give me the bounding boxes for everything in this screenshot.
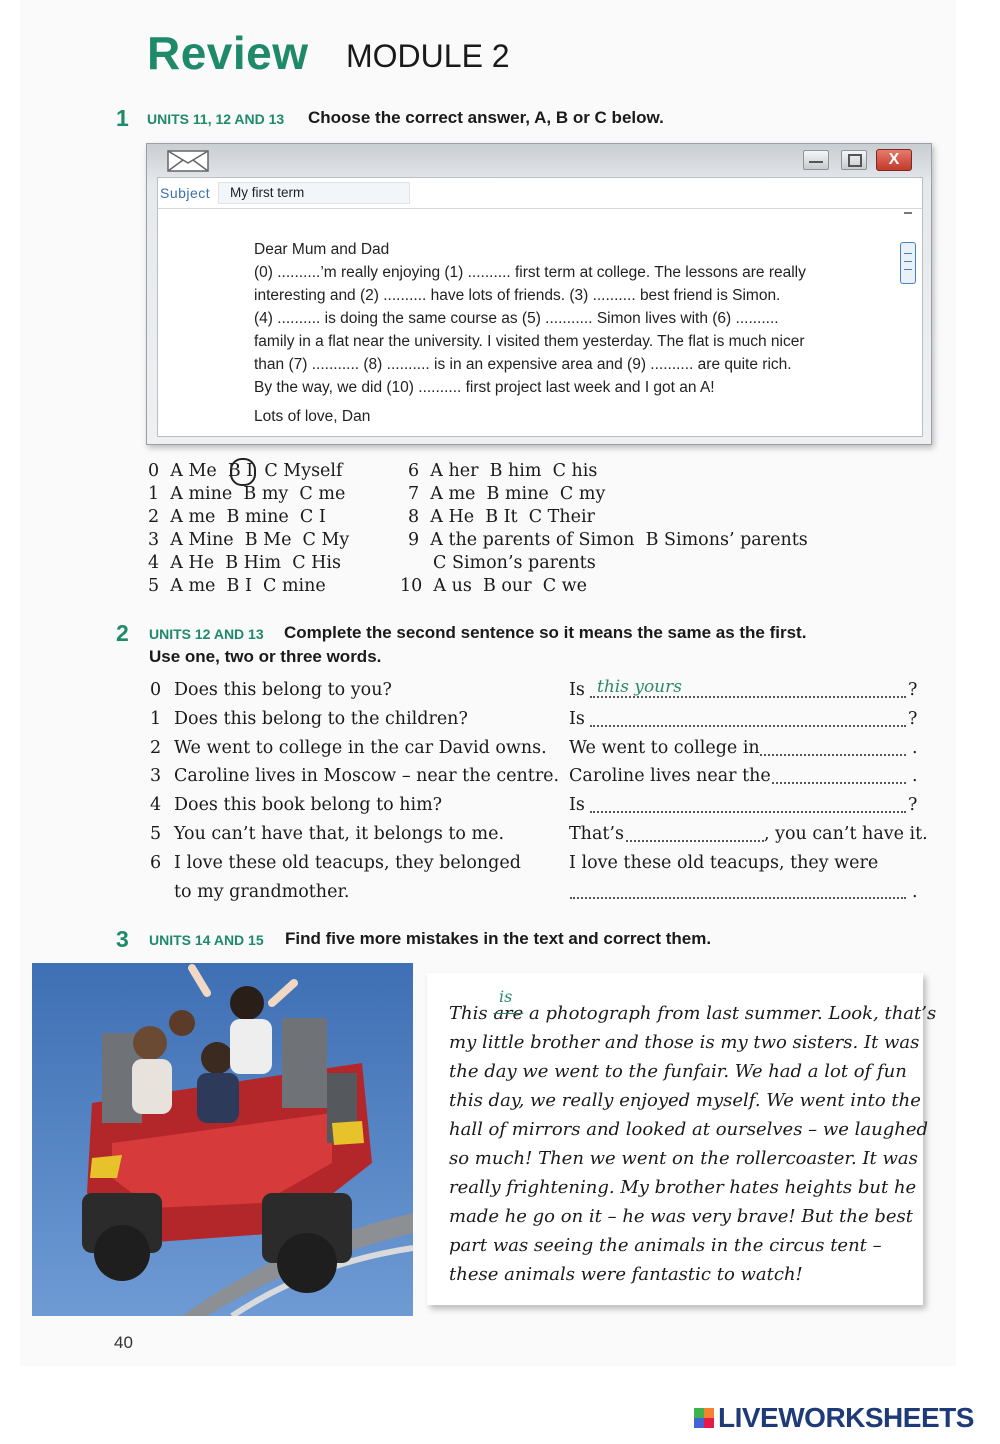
minimize-icon [809, 161, 823, 163]
s2-num-5: 5 [150, 824, 162, 844]
choice-9[interactable]: 9 A the parents of Simon B Simons’ parents [408, 530, 808, 550]
letter-line-5: than (7) ........... (8) .......... is in an expensive area and (9) .......... are quite rich. [254, 356, 792, 373]
s2-right-6-end: . [912, 882, 918, 902]
exercise-1-units: UNITS 11, 12 AND 13 [147, 111, 285, 127]
s2-sentence-1: Does this belong to the children? [174, 709, 468, 729]
s2-num-3: 3 [150, 766, 162, 786]
scroll-up-icon [904, 212, 912, 214]
s2-right-6-pre: I love these old teacups, they were [569, 853, 879, 873]
letter-line-3: (4) .......... is doing the same course as (5) ........... Simon lives with (6) .......... [254, 310, 779, 327]
s2-sentence-4: Does this book belong to him? [174, 795, 443, 815]
story-line-5: so much! Then we went on the rollercoaster. It was [449, 1148, 918, 1169]
story-line-0-a: This [449, 1003, 494, 1024]
letter-signoff: Lots of love, Dan [254, 408, 371, 425]
scroll-thumb[interactable] [900, 242, 916, 284]
s2-num-4: 4 [150, 795, 162, 815]
exercise-1-number: 1 [116, 105, 129, 131]
liveworksheets-watermark: LIVEWORKSHEETS [718, 1402, 974, 1433]
maximize-button[interactable] [841, 150, 867, 170]
subject-value: My first term [230, 185, 305, 200]
exercise-2-instruction: Complete the second sentence so it means the same as the first. [284, 623, 807, 642]
story-line-7: made he go on it – he was very brave! But the best [449, 1206, 913, 1227]
story-line-0-b: a photograph from last summer. Look, that’s [523, 1003, 937, 1024]
s2-right-1-pre: Is [569, 709, 585, 729]
s2-right-5-end: , you can’t have it. [764, 824, 928, 844]
story-text [449, 999, 937, 1289]
exercise-3-instruction: Find five more mistakes in the text and correct them. [285, 929, 712, 948]
exercise-1-instruction: Choose the correct answer, A, B or C below. [308, 108, 664, 127]
subject-label: Subject [160, 185, 211, 201]
s2-right-4-pre: Is [569, 795, 585, 815]
choice-4[interactable]: 4 A He B Him C His [148, 553, 341, 573]
envelope-icon [167, 150, 209, 172]
s2-sentence-5: You can’t have that, it belongs to me. [174, 824, 505, 844]
s2-num-6: 6 [150, 853, 162, 873]
exercise-2-number: 2 [116, 620, 129, 646]
story-line-4: hall of mirrors and looked at ourselves – we laughed [449, 1119, 929, 1140]
s2-num-2: 2 [150, 738, 162, 758]
s2-right-1-end: ? [908, 709, 918, 729]
story-card [427, 973, 937, 1305]
s2-sentence-3: Caroline lives in Moscow – near the centre. [174, 766, 560, 786]
s2-sentence-0: Does this belong to you? [174, 680, 392, 700]
s2-right-0-end: ? [908, 680, 918, 700]
choice-1[interactable]: 1 A mine B my C me [148, 484, 346, 504]
letter-line-1: (0) ..........’m really enjoying (1) .......... first term at college. The lessons are really [254, 264, 806, 281]
liveworksheets-logo-icon [694, 1408, 714, 1428]
story-line-0 [449, 999, 937, 1028]
correction-is: is [499, 987, 513, 1006]
title-module: MODULE 2 [346, 38, 510, 74]
choice-6[interactable]: 6 A her B him C his [408, 461, 598, 481]
letter-line-4: family in a flat near the university. I visited them yesterday. The flat is much nicer [254, 333, 805, 350]
email-window [146, 143, 932, 445]
s2-right-4-end: ? [908, 795, 918, 815]
page-number: 40 [114, 1333, 133, 1352]
s2-right-3-pre: Caroline lives near the [569, 766, 771, 786]
answer-4-field[interactable] [590, 797, 906, 813]
choice-0[interactable]: 0 A Me B I C Myself [148, 461, 343, 481]
choice-5[interactable]: 5 A me B I C mine [148, 576, 326, 596]
title-review: Review [147, 27, 309, 79]
choice-7[interactable]: 7 A me B mine C my [408, 484, 606, 504]
s2-sentence-6b: to my grandmother. [174, 882, 350, 902]
s2-right-2-pre: We went to college in [569, 738, 760, 758]
story-line-9: these animals were fantastic to watch! [449, 1264, 803, 1285]
story-line-8: part was seeing the animals in the circus tent – [449, 1235, 882, 1256]
s2-num-0: 0 [150, 680, 162, 700]
rollercoaster-photo [32, 963, 413, 1316]
maximize-icon [848, 154, 862, 167]
exercise-2-units: UNITS 12 AND 13 [149, 626, 264, 642]
s2-sentence-6: I love these old teacups, they belonged [174, 853, 521, 873]
choice-8[interactable]: 8 A He B It C Their [408, 507, 595, 527]
scrollbar[interactable] [900, 212, 916, 296]
exercise-3-number: 3 [116, 926, 129, 952]
answer-6-field[interactable] [570, 883, 906, 899]
story-line-2: the day we went to the funfair. We had a lot of fun [449, 1061, 907, 1082]
letter-line-2: interesting and (2) .......... have lots of friends. (3) .......... best friend is Simon. [254, 287, 781, 304]
struck-word: are [493, 1003, 524, 1024]
story-line-3: this day, we really enjoyed myself. We went into the [449, 1090, 921, 1111]
answer-0-handwritten: this yours [597, 677, 682, 697]
s2-num-1: 1 [150, 709, 162, 729]
answer-2-field[interactable] [760, 740, 906, 756]
choice-10[interactable]: 10 A us B our C we [400, 576, 587, 596]
subject-row [158, 178, 922, 209]
story-line-6: really frightening. My brother hates heights but he [449, 1177, 917, 1198]
email-body [157, 177, 923, 437]
s2-sentence-2: We went to college in the car David owns. [174, 738, 547, 758]
choice-3[interactable]: 3 A Mine B Me C My [148, 530, 350, 550]
s2-right-5-pre: That’s [569, 824, 624, 844]
letter-greeting: Dear Mum and Dad [254, 241, 390, 258]
exercise-3-units: UNITS 14 AND 15 [149, 932, 264, 948]
minimize-button[interactable] [803, 150, 829, 170]
s2-right-2-end: . [912, 738, 918, 758]
letter-line-6: By the way, we did (10) .......... first project last week and I got an A! [254, 379, 715, 396]
story-line-1: my little brother and those is my two sisters. It was [449, 1032, 920, 1053]
s2-right-0-pre: Is [569, 680, 585, 700]
answer-5-field[interactable] [626, 826, 764, 842]
close-button[interactable]: X [876, 149, 912, 171]
s2-right-3-end: . [912, 766, 918, 786]
answer-3-field[interactable] [772, 768, 906, 784]
choice-2[interactable]: 2 A me B mine C I [148, 507, 326, 527]
choice-9-c[interactable]: C Simon’s parents [433, 553, 596, 573]
answer-circle [230, 458, 256, 486]
exercise-2-instruction-2: Use one, two or three words. [149, 647, 382, 666]
answer-1-field[interactable] [590, 711, 906, 727]
